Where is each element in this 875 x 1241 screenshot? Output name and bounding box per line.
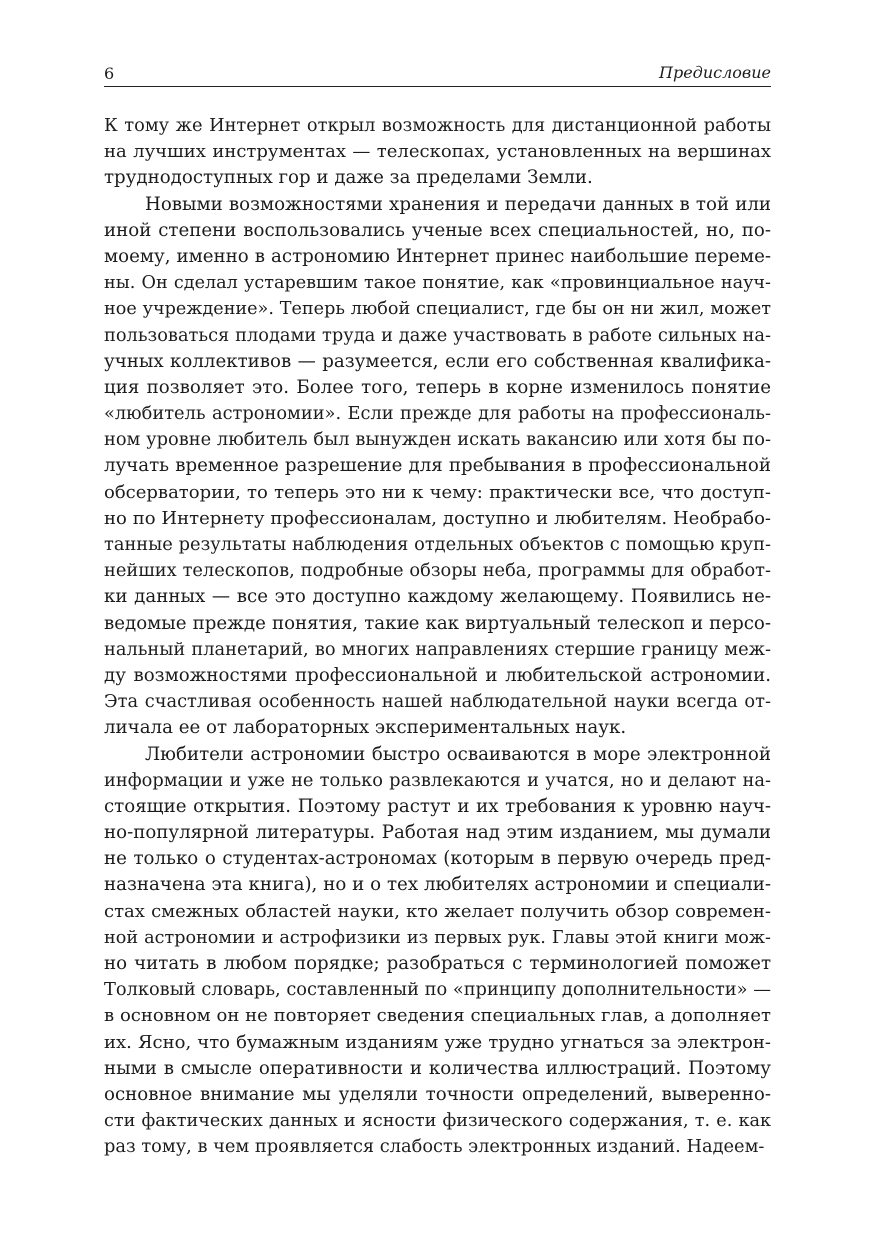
body-text [104,113,771,1161]
running-header [104,60,771,87]
paragraph [104,192,771,742]
text-line: Новыми возможностями хранения и передачи данных в той или [145,193,771,215]
text-line: ки данных — все это доступно каждому желающему. Появились не- [104,586,771,608]
text-line: но по Интернету профессионалам, доступно и любителям. Необрабо- [104,507,771,529]
text-line: на лучших инструментах — телескопах, установленных на вершинах [104,141,771,163]
text-line: но читать в любом порядке; разобраться с терминологией поможет [104,953,771,974]
text-line: пользоваться плодами труда и даже участвовать в работе сильных на- [104,324,771,346]
text-line: информации и уже не только развлекаются и учатся, но и делают на- [104,769,771,791]
text-line: ция позволяет это. Более того, теперь в корне изменилось понятие [104,376,771,398]
text-line: труднодоступных гор и даже за пределами Земли. [104,167,593,189]
text-line: иной степени воспользовались ученые всех специальностей, но, по- [104,219,771,241]
text-line: «любитель астрономии». Если прежде для работы на профессиональ- [104,403,771,425]
text-line: сти фактических данных и ясности физического содержания, т. е. как [104,1111,771,1132]
text-line: К тому же Интернет открыл возможность для дистанционной работы [104,115,771,136]
text-line: нальный планетарий, во многих направлениях стершие границу меж- [104,638,771,660]
text-line: ном уровне любитель был вынужден искать вакансию или хотя бы по- [104,429,771,451]
text-line: лучать временное разрешение для пребывания в профессиональной [104,455,771,477]
text-line: ны. Он сделал устаревшим такое понятие, как «провинциальное науч- [104,273,771,294]
text-line: не только о студентах-астрономах (которым в первую очередь пред- [104,848,771,870]
text-line: Толковый словарь, составленный по «принципу дополнительности» — [104,979,771,1001]
text-line: но-популярной литературы. Работая над этим изданием, мы думали [104,822,771,844]
text-line: Эта счастливая особенность нашей наблюдательной науки всегда от- [104,691,771,713]
text-line: ное учреждение». Теперь любой специалист, где бы он ни жил, может [104,299,771,320]
page-number: 6 [104,64,115,83]
text-line: ду возможностями профессиональной и любительской астрономии. [104,664,771,686]
text-line: назначена эта книга), но и о тех любителях астрономии и специали- [104,874,771,896]
text-line: ной астрономии и астрофизики из первых рук. Главы этой книги мож- [104,927,771,948]
text-line: танные результаты наблюдения отдельных объектов с помощью круп- [104,534,771,555]
text-line: обсерватории, то теперь это ни к чему: практически все, что доступ- [104,481,771,503]
text-line: стах смежных областей науки, кто желает получить обзор современ- [104,900,771,922]
paragraph [104,742,771,1161]
text-line: раз тому, в чем проявляется слабость электронных изданий. Надеем- [104,1136,765,1158]
text-line: основное внимание мы уделяли точности определений, выверенно- [104,1083,771,1105]
text-line: личала ее от лабораторных экспериментальных наук. [104,717,627,739]
paragraph [104,113,771,192]
text-line: учных коллективов — разумеется, если его собственная квалифика- [104,350,771,372]
text-line: моему, именно в астрономию Интернет принес наибольшие переме- [104,245,771,267]
section-title: Предисловие [659,63,771,82]
text-line: ными в смысле оперативности и количества иллюстраций. Поэтому [104,1057,771,1079]
text-line: ведомые прежде понятия, такие как виртуальный телескоп и персо- [104,612,771,634]
text-line: их. Ясно, что бумажным изданиям уже трудно угнаться за электрон- [104,1031,771,1053]
text-line: нейших телескопов, подробные обзоры неба, программы для обработ- [104,560,771,582]
text-line: в основном он не повторяет сведения специальных глав, а дополняет [104,1005,771,1027]
text-line: стоящие открытия. Поэтому растут и их требования к уровню науч- [104,795,771,817]
text-line: Любители астрономии быстро осваиваются в море электронной [145,743,771,765]
